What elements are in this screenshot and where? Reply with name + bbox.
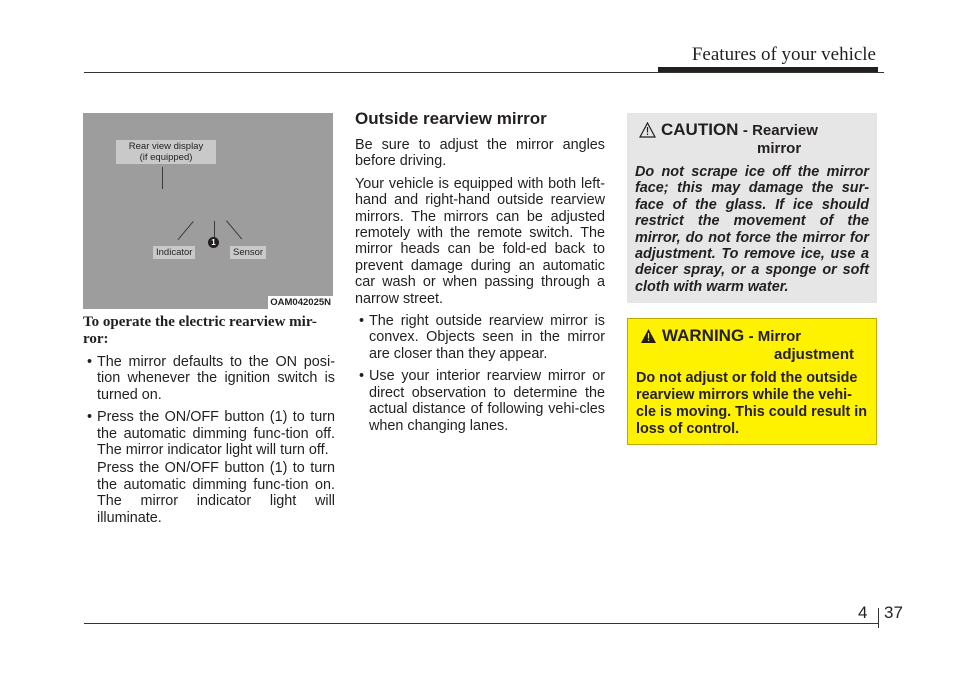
caution-subtitle-line2: mirror [757, 140, 802, 157]
bullet-marker: • [359, 368, 365, 385]
caution-box [627, 113, 877, 303]
outside-mirror-heading: Outside rearview mirror [355, 109, 547, 128]
mirror-illustration [83, 113, 333, 309]
display-leader-line [162, 167, 163, 189]
page-number: 37 [884, 603, 903, 622]
warning-subtitle: - Mirror [748, 328, 802, 345]
header-accent-bar [658, 67, 878, 72]
warning-text: Do not adjust or fold the outside rearview mirrors while the vehi-cle is moving. This could result in loss of control. [636, 370, 868, 437]
caution-triangle-icon [639, 122, 656, 138]
button-callout-badge: 1 [208, 237, 219, 248]
warning-label: WARNING [662, 326, 745, 345]
caution-text: Do not scrape ice off the mirror face; this may damage the sur-face of the glass. If ice should restrict the movement of the mirror, do not force the mirror for adjustment. To remove ice, use a deicer spray, or a sponge or soft cloth with warm water. [635, 164, 869, 295]
list-item [83, 409, 335, 458]
list-item-text: Use your interior rearview mirror or direct observation to determine the actual distance of following vehi-cles when changing lanes. [369, 368, 605, 434]
caution-label: CAUTION [661, 120, 739, 139]
list-item [355, 368, 605, 434]
caution-title [635, 121, 869, 158]
bullet-marker: • [87, 354, 93, 370]
caution-subtitle: - Rearview [742, 122, 818, 139]
operate-heading: To operate the electric rearview mir-ror: [83, 314, 317, 347]
warning-subtitle-line2: adjustment [774, 346, 855, 363]
warning-title [636, 327, 868, 364]
list-item [83, 354, 335, 403]
continuation-text: Press the ON/OFF button (1) to turn the automatic dimming func-tion on. The mirror indicator light will illuminate. [97, 460, 335, 526]
middle-column [355, 109, 605, 440]
sensor-leader-line [226, 220, 242, 239]
list-item-text: The mirror defaults to the ON posi-tion whenever the ignition switch is turned on. [97, 354, 335, 403]
warning-box [627, 318, 877, 445]
footer-divider [878, 608, 879, 628]
chapter-number: 4 [858, 603, 868, 622]
list-item-text: The right outside rearview mirror is convex. Objects seen in the mirror are closer than they appear. [369, 313, 605, 362]
rear-view-display-label-line1: Rear view display [128, 141, 204, 152]
left-column [83, 314, 335, 526]
rear-view-display-label [116, 140, 216, 164]
bullet-marker: • [87, 409, 93, 426]
sensor-label: Sensor [230, 246, 266, 259]
list-item [355, 313, 605, 362]
bullet-marker: • [359, 313, 365, 330]
intro-paragraph: Be sure to adjust the mirror angles before driving. [355, 137, 605, 170]
image-code: OAM042025N [270, 297, 331, 308]
description-paragraph: Your vehicle is equipped with both left-hand and right-hand outside rearview mirrors. The mirrors can be adjusted remotely with the remote switch. The mirror heads can be fold-ed back to prevent damage during an automatic car wash or when passing through a narrow street. [355, 175, 605, 307]
section-title: Features of your vehicle [691, 44, 876, 65]
footer-rule [84, 623, 878, 624]
header-rule [84, 72, 884, 73]
indicator-leader-line [178, 221, 194, 240]
warning-triangle-icon [640, 328, 657, 344]
indicator-label: Indicator [153, 246, 195, 259]
rear-view-display-label-line2: (if equipped) [139, 152, 193, 163]
list-item-text: Press the ON/OFF button (1) to turn the automatic dimming func-tion off. The mirror indicator light will turn off. [97, 409, 335, 459]
